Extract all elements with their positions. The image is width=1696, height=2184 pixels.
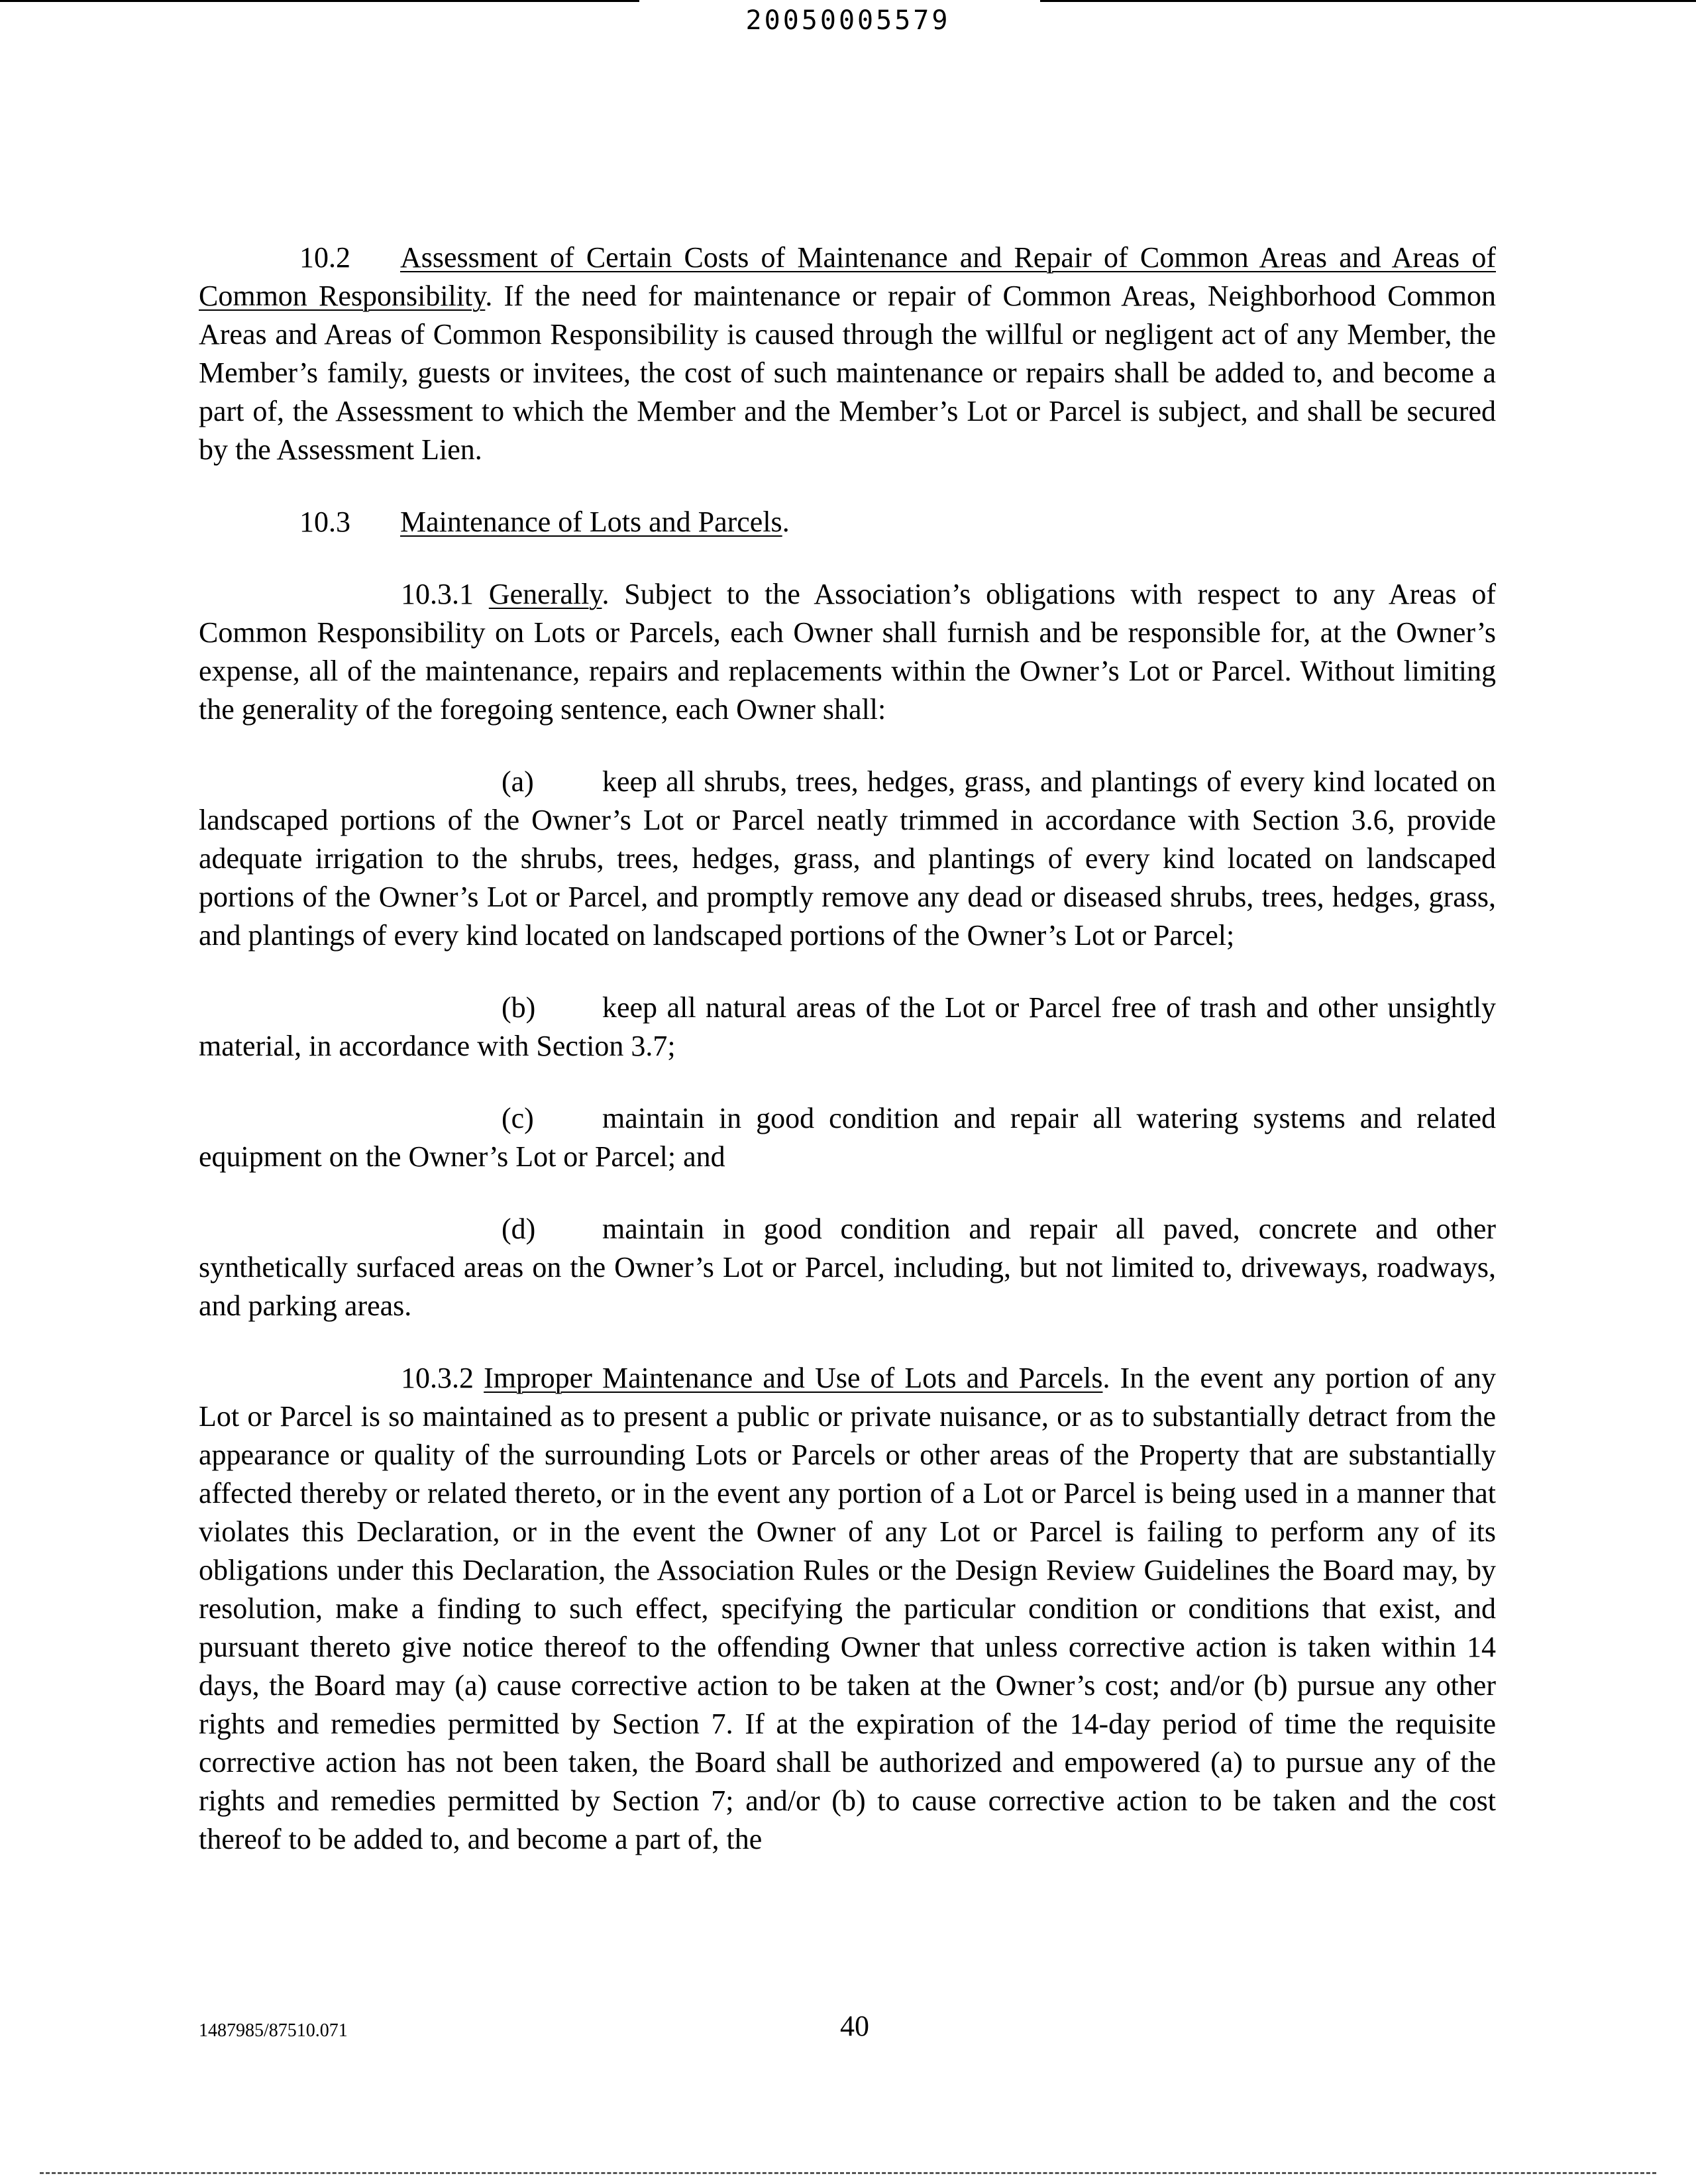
list-item-a — [199, 763, 1496, 955]
bottom-rule — [40, 2172, 1656, 2174]
document-body — [199, 239, 1496, 1892]
list-item-b — [199, 989, 1496, 1065]
list-item-d — [199, 1210, 1496, 1325]
subsection-number: 10.3.1 — [401, 578, 474, 610]
footer-document-id: 1487985/87510.071 — [199, 2020, 348, 2041]
top-rule-right — [1040, 0, 1696, 2]
subsection-number: 10.3.2 — [401, 1362, 474, 1394]
subsection-title: Improper Maintenance and Use of Lots and Parcels — [484, 1362, 1103, 1394]
section-10-3-2 — [199, 1359, 1496, 1859]
item-text: keep all shrubs, trees, hedges, grass, and plantings of every kind located on landscaped portions of the Owner’s Lot or Parcel neatly trimmed in accordance with Section 3.6, provide adequate irrigation to the shrubs, trees, hedges, grass, and plantings of every kind located on landscaped portions of the Owner’s Lot or Parcel, and promptly remove any dead or diseased shrubs, trees, hedges, grass, and plantings of every kind located on landscaped portions of the Owner’s Lot or Parcel; — [199, 765, 1496, 952]
list-item-c — [199, 1099, 1496, 1176]
page-number: 40 — [840, 2010, 869, 2042]
item-text: maintain in good condition and repair all watering systems and related equipment on the Owner’s Lot or Parcel; and — [199, 1102, 1496, 1173]
item-text: maintain in good condition and repair all paved, concrete and other synthetically surfaced areas on the Owner’s Lot or Parcel, including, but not limited to, driveways, roadways, and parking areas. — [199, 1213, 1496, 1322]
section-title: Assessment of Certain Costs of Maintenance and Repair of Common Areas and Areas of Common Responsibility — [199, 241, 1496, 312]
section-text: . If the need for maintenance or repair of Common Areas, Neighborhood Common Areas and Areas of Common Responsibility is caused through the willful or negligent act of any Member, the Member’s family, guests or invitees, the cost of such maintenance or repairs shall be added to, and become a part of, the Assessment to which the Member and the Member’s Lot or Parcel is subject, and shall be secured by the Assessment Lien. — [199, 280, 1496, 466]
section-10-2 — [199, 239, 1496, 469]
item-label: (b) — [502, 991, 536, 1024]
section-trail: . — [782, 506, 790, 538]
item-text: keep all natural areas of the Lot or Parcel free of trash and other unsightly material, in accordance with Section 3.7; — [199, 991, 1496, 1062]
item-label: (d) — [502, 1213, 536, 1245]
item-label: (a) — [502, 765, 534, 798]
section-10-3-1 — [199, 575, 1496, 729]
section-title: Maintenance of Lots and Parcels — [400, 506, 782, 538]
item-label: (c) — [502, 1102, 534, 1134]
section-10-3 — [199, 503, 1496, 541]
section-number: 10.2 — [299, 241, 350, 274]
subsection-text: . Subject to the Association’s obligations with respect to any Areas of Common Responsibility on Lots or Parcels, each Owner shall furnish and be responsible for, at the Owner’s expense, all of the maintenance, repairs and replacements within the Owner’s Lot or Parcel. Without limiting the generality of the foregoing sentence, each Owner shall: — [199, 578, 1496, 726]
section-number: 10.3 — [299, 506, 350, 538]
subsection-title: Generally — [488, 578, 602, 610]
top-rule-left — [0, 0, 639, 2]
document-number: 20050005579 — [745, 5, 951, 36]
subsection-text: . In the event any portion of any Lot or Parcel is so maintained as to present a public or private nuisance, or as to substantially detract from the appearance or quality of the surrounding Lots or Parcels or other areas of the Property that are substantially affected thereby or related thereto, or in the event any portion of a Lot or Parcel is being used in a manner that violates this Declaration, or in the event the Owner of any Lot or Parcel is failing to perform any of its obligations under this Declaration, the Association Rules or the Design Review Guidelines the Board may, by resolution, make a finding to such effect, specifying the particular condition or conditions that exist, and pursuant thereto give notice thereof to the offending Owner that unless corrective action is taken within 14 days, the Board may (a) cause corrective action to be taken at the Owner’s cost; and/or (b) pursue any other rights and remedies permitted by Section 7. If at the expiration of the 14-day period of time the requisite corrective action has not been taken, the Board shall be authorized and empowered (a) to pursue any of the rights and remedies permitted by Section 7; and/or (b) to cause corrective action to be taken and the cost thereof to be added to, and become a part of, the — [199, 1362, 1496, 1855]
